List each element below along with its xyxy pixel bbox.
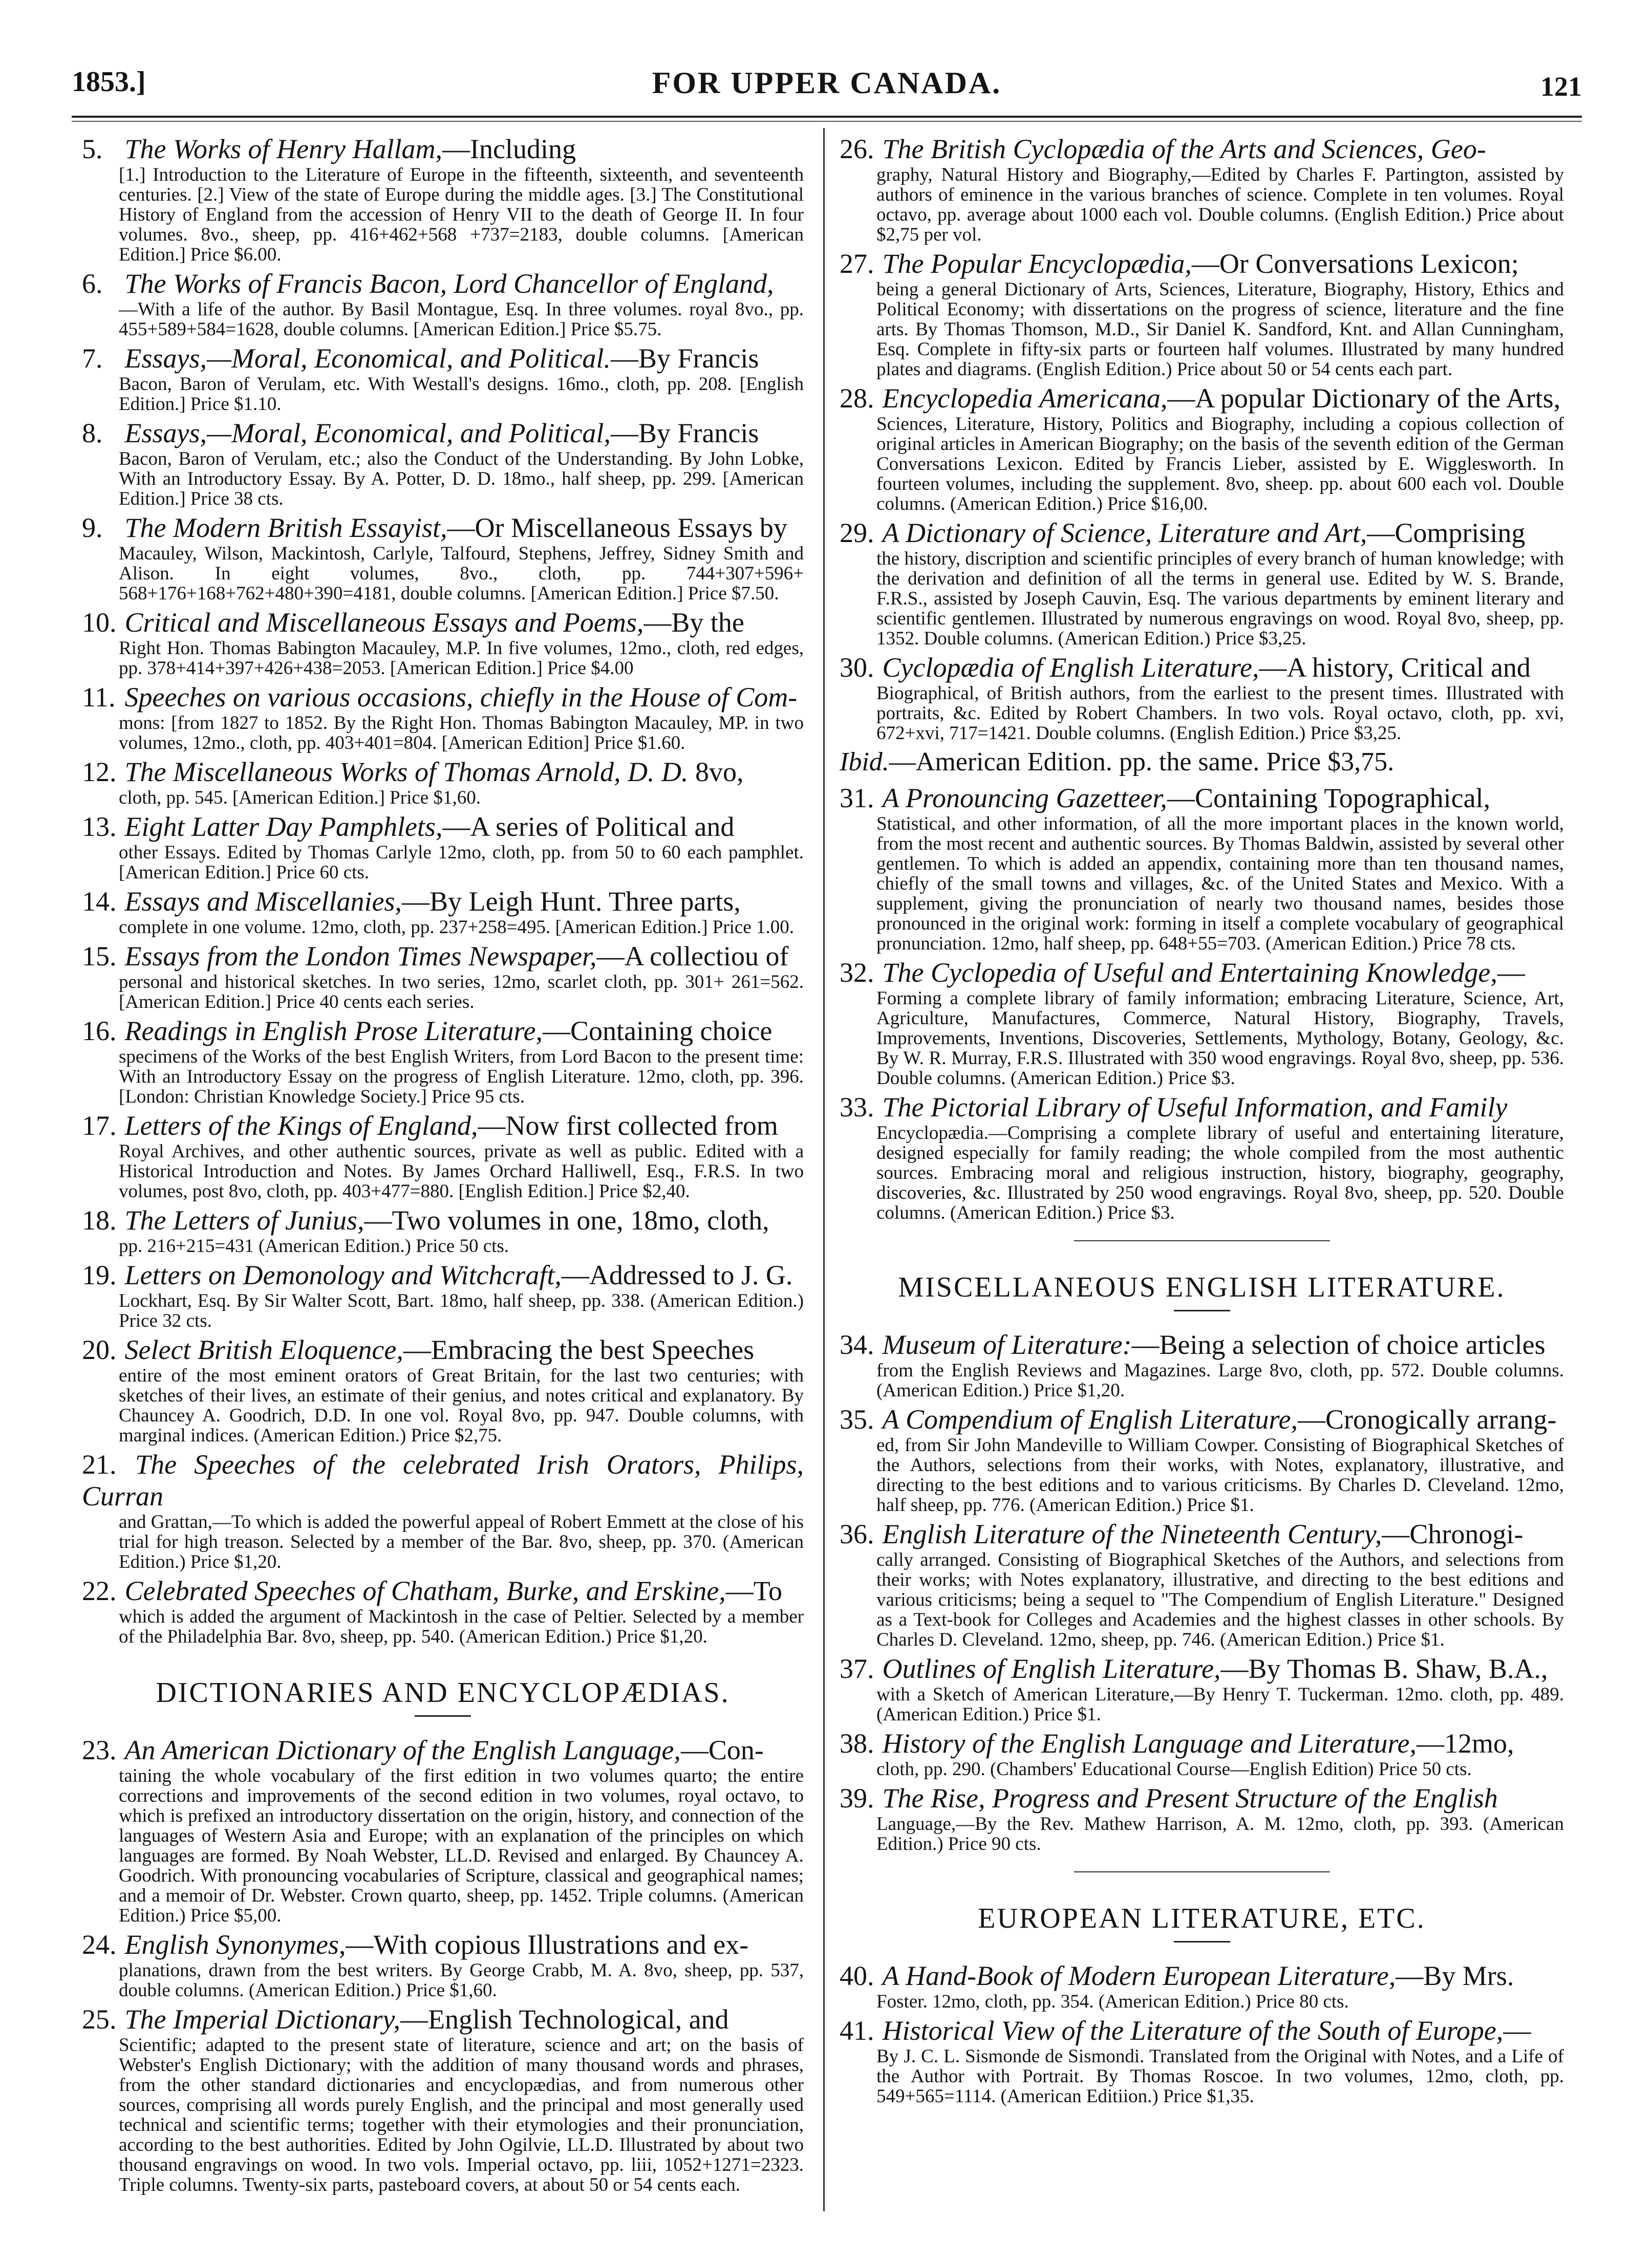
entry-body: Bacon, Baron of Verulam, etc.; also the Conduct of the Understanding. By John Lobke, With an Introductory Essay. By A. Potter, D. D. 18mo., half sheep, pp. 299. [American Edition.] Price 38 cts. [119, 448, 804, 509]
entry-body: ed, from Sir John Mandeville to William Cowper. Consisting of Biographical Sketches of the Authors, selections from their works, with Notes, explanatory, illustrative, and directing to the best editions and to various criticisms. By Charles D. Cleveland. 12mo, half sheep, pp. 776. (American Edition.) Price $1. [876, 1435, 1564, 1516]
entry-number: 25. [82, 2004, 117, 2035]
entry-number: 5. [82, 134, 103, 164]
left-column [82, 133, 804, 2198]
header-rule-thin [72, 121, 1582, 122]
entry-body: —With a life of the author. By Basil Montague, Esq. In three volumes. royal 8vo., pp. 455+589+584=1628, double columns. [American Edition.] Price $5.75. [119, 299, 804, 340]
entry-lead [840, 782, 1564, 814]
entry-number: 14. [82, 886, 117, 917]
entry-title: Essays and Miscellanies, [124, 886, 402, 917]
entry-number: 16. [82, 1016, 117, 1046]
entry-title-rest: —To [725, 1576, 782, 1606]
entry-title-rest: —By Leigh Hunt. Three parts, [401, 886, 741, 917]
entry-number: 7. [82, 343, 103, 374]
entry-lead [82, 1015, 804, 1047]
entry-title-rest: —With copious Illustrations and ex- [346, 1929, 749, 1960]
entry-title: Essays,—Moral, Economical, and Political, [124, 418, 611, 448]
entry-body: Lockhart, Esq. By Sir Walter Scott, Bart. 18mo, half sheep, pp. 338. (American Edition.) Price 32 cts. [119, 1290, 804, 1331]
entry-title: The Popular Encyclopædia, [882, 248, 1192, 279]
entry-body: cloth, pp. 545. [American Edition.] Price $1,60. [119, 787, 481, 808]
catalog-entry [840, 1653, 1564, 1724]
entry-number: 6. [82, 268, 103, 299]
section-heading-dictionaries: DICTIONARIES AND ENCYCLOPÆDIAS. [156, 1677, 730, 1709]
entry-title: Encyclopedia Americana, [882, 383, 1168, 414]
right-entries [840, 133, 1564, 743]
catalog-entry [82, 133, 804, 265]
catalog-entry [840, 1782, 1564, 1854]
entry-number: 19. [82, 1260, 117, 1290]
entry-body: taining the whole vocabulary of the first edition in two volumes quarto; the entire corrections and improvements of the second edition in two volumes, royal octavo, to which is prefixed an introductory dissertation on the origin, history, and connection of the languages of Western Asia and Europe; with an explanation of the principles on which languages are formed. By Noah Webster, LL.D. Revised and enlarged. By Chauncey A. Goodrich. With pronouncing vocabularies of Scripture, classical and geographical names; and a memoir of Dr. Webster. Crown quarto, sheep, pp. 1452. Triple columns. (American Edition.) Price $5,00. [119, 1765, 804, 1926]
catalog-entry [840, 1329, 1564, 1400]
entry-number: 22. [82, 1576, 117, 1606]
entry-lead [82, 2003, 804, 2035]
catalog-entry [82, 1929, 804, 2000]
header-page-number: 121 [1540, 71, 1582, 102]
misc-entries [840, 1329, 1564, 1854]
entry-title: Letters of the Kings of England, [124, 1110, 478, 1141]
entry-title: The Pictorial Library of Useful Information, and Family [882, 1092, 1508, 1123]
entry-number: 36. [840, 1519, 874, 1549]
entry-body: specimens of the Works of the best English Writers, from Lord Bacon to the present time: With an Introductory Essay on the progress of English Literature. 12mo, cloth, pp. 396. [London: Christian Knowledge Society.] Price 95 cts. [119, 1046, 804, 1107]
catalog-entry [82, 607, 804, 678]
catalog-entry [82, 1734, 804, 1926]
entry-title: The British Cyclopædia of the Arts and Sciences, Geo- [882, 134, 1486, 164]
entry-lead [82, 811, 804, 843]
catalog-entry [82, 1015, 804, 1107]
header-title: FOR UPPER CANADA. [652, 66, 1002, 100]
entry-body: complete in one volume. 12mo, cloth, pp. 237+258=495. [American Edition.] Price 1.00. [119, 917, 795, 938]
entry-title: A Dictionary of Science, Literature and Art, [882, 517, 1367, 548]
entry-body: [1.] Introduction to the Literature of Europe in the fifteenth, sixteenth, and seventeenth centuries. [2.] View of the state of Europe during the middle ages. [3.] The Constitutional History of England from the accession of Henry VII to the death of George II. In four volumes. 8vo., sheep, pp. 416+462+568 +737=2183, double columns. [American Edition.] Price $6.00. [119, 164, 804, 265]
entry-lead [82, 342, 804, 374]
entry-title: History of the English Language and Literature, [882, 1728, 1417, 1759]
catalog-entry [840, 652, 1564, 743]
entry-title: The Imperial Dictionary, [124, 2004, 400, 2035]
entry-title-rest: —Addressed to J. G. [561, 1260, 793, 1290]
entry-body: from the English Reviews and Magazines. Large 8vo, cloth, pp. 572. Double columns. (American Edition.) Price $1,20. [876, 1360, 1564, 1401]
entry-body: Sciences, Literature, History, Politics and Biography, including a copious collection of original articles in American Biography; on the basis of the seventh edition of the German Conversations Lexicon. Edited by Francis Lieber, assisted by E. Wigglesworth. In fourteen volumes, including the supplement. 8vo, sheep. pp. about 600 each vol. Double columns. (American Edition.) Price $16,00. [876, 414, 1564, 514]
entry-title-rest: —By Thomas B. Shaw, B.A., [1220, 1653, 1548, 1684]
entry-title-rest: 8vo, [688, 757, 744, 787]
entry-lead [82, 1334, 804, 1366]
entry-title-rest: —Chronogi- [1382, 1519, 1524, 1549]
entry-number: 40. [840, 1960, 874, 1991]
entry-number: 35. [840, 1404, 874, 1435]
entry-title: Letters on Demonology and Witchcraft, [124, 1260, 562, 1290]
catalog-entry [82, 681, 804, 753]
catalog-entry [840, 1091, 1564, 1223]
entry-lead [82, 681, 804, 713]
entry-number: 29. [840, 517, 874, 548]
entry-lead [82, 1259, 804, 1291]
entry-title: An American Dictionary of the English Language, [124, 1735, 681, 1765]
entry-lead [840, 2015, 1564, 2046]
entry-title-rest: —Being a selection of choice articles [1131, 1329, 1546, 1360]
entry-body: graphy, Natural History and Biography,—Edited by Charles F. Partington, assisted by authors of eminence in the various branches of science. Complete in ten volumes. Royal octavo, pp. average about 1000 each vol. Double columns. (English Edition.) Price about $2,75 per vol. [876, 164, 1564, 245]
entry-body: other Essays. Edited by Thomas Carlyle 12mo, cloth, pp. from 50 to 60 each pamphlet. [American Edition.] Price 60 cts. [119, 842, 804, 883]
entry-lead [82, 133, 804, 165]
entry-title-rest: —Two volumes in one, 18mo, cloth, [364, 1205, 769, 1236]
entry-title-rest: —Containing choice [542, 1016, 773, 1046]
entry-number: 13. [82, 811, 117, 842]
entry-title-rest: —Including [442, 134, 576, 164]
entry-body: Macauley, Wilson, Mackintosh, Carlyle, Talfourd, Stephens, Jeffrey, Sidney Smith and Alison. In eight volumes, 8vo., cloth, pp. 744+307+596+ 568+176+168+762+480+390=4181, double columns. [American Edition.] Price $7.50. [119, 543, 804, 604]
entry-number: 27. [840, 248, 874, 279]
entry-number: 9. [82, 512, 103, 543]
entry-title-rest: —Now first collected from [478, 1110, 778, 1141]
entry-title: Historical View of the Literature of the South of Europe, [882, 2015, 1504, 2046]
entry-number: 28. [840, 383, 874, 414]
entry-title-rest: —Or Miscellaneous Essays by [447, 512, 787, 543]
entry-body: Encyclopædia.—Comprising a complete library of useful and entertaining literature, designed especially for family reading; the whole compiled from the most authentic sources. Embracing moral and religious instruction, history, biography, geography, discoveries, &c. Illustrated by 250 wood engravings. Royal 8vo, sheep, pp. 520. Double columns. (American Edition.) Price $3. [876, 1123, 1564, 1223]
entry-number: 32. [840, 957, 874, 988]
right-entries-b [840, 782, 1564, 1223]
catalog-entry [840, 957, 1564, 1088]
entry-lead [82, 940, 804, 972]
entry-lead [82, 512, 804, 544]
entry-lead [840, 957, 1564, 988]
entry-body: Scientific; adapted to the present state of literature, science and art; on the basis of Webster's English Dictionary; with the addition of many thousand words and phrases, from the other standard dictionaries and encyclopædias, and from numerous other sources, comprising all words purely English, and the principal and most generally used technical and scientific terms; together with their etymologies and their pronunciation, according to the best authorities. Edited by John Ogilvie, LL.D. Illustrated by about two thousand engravings on wood. In two vols. Imperial octavo, pp. liii, 1052+1271=2323. Triple columns. Twenty-six parts, pasteboard covers, at about 50 or 54 cents each. [119, 2035, 804, 2195]
entry-lead [82, 1734, 804, 1766]
entry-lead [82, 417, 804, 449]
entry-number: 37. [840, 1653, 874, 1684]
entry-number: 39. [840, 1783, 874, 1814]
entry-title: The Miscellaneous Works of Thomas Arnold, D. D. [124, 757, 689, 787]
entry-title-rest: —By Francis [610, 343, 759, 374]
catalog-entry [840, 1728, 1564, 1779]
catalog-entry [82, 268, 804, 339]
catalog-entry [840, 2015, 1564, 2106]
entry-body: being a general Dictionary of Arts, Sciences, Literature, Biography, History, Ethics and Political Economy; with dissertations on the progress of science, literature and the fine arts. By Thomas Thomson, M.D., Sir Daniel K. Sandford, Knt. and Allan Cunningham, Esq. Complete in fifty-six parts or fourteen half volumes. Illustrated by many hundred plates and diagrams. (English Edition.) Price about 50 or 54 cents each part. [876, 279, 1564, 380]
entry-title: The Works of Francis Bacon, Lord Chancellor of England, [124, 268, 774, 299]
entry-title-rest: —Embracing the best Speeches [403, 1334, 755, 1365]
catalog-entry [82, 756, 804, 808]
right-column [840, 133, 1564, 2109]
entry-title: Readings in English Prose Literature, [124, 1016, 543, 1046]
entry-body: the history, discription and scientific principles of every branch of human knowledge; with the derivation and definition of all the terms in general use. Edited by W. S. Brande, F.R.S., assisted by Joseph Cauvin, Esq. The various departments by eminent literary and scientific gentlemen. Illustrated by numerous engravings on wood. Royal 8vo, sheep, pp. 1352. Double columns. (American Edition.) Price $3,25. [876, 548, 1564, 649]
entry-number: 11. [82, 682, 116, 713]
entry-body: Statistical, and other information, of all the more important places in the known world, from the most recent and authentic sources. By Thomas Baldwin, assisted by several other gentlemen. To which is added an appendix, containing more than ten thousand names, chiefly of the small towns and villages, &c. of the United States and Mexico. With a supplement, giving the pronunciation of nearly two thousand names, besides those pronounced in the original work: forming in itself a complete vocabulary of geographical pronunciation. 12mo, half sheep, pp. 648+55=703. (American Edition.) Price 78 cts. [876, 813, 1564, 954]
entry-number: 33. [840, 1092, 874, 1123]
catalog-entry [840, 248, 1564, 379]
entry-title: Outlines of English Literature, [882, 1653, 1221, 1684]
section-rule [1174, 1310, 1230, 1311]
entry-title: Select British Eloquence, [124, 1334, 403, 1365]
entry-title: The Cyclopedia of Useful and Entertaining Knowledge, [882, 957, 1497, 988]
entry-title: Essays,—Moral, Economical, and Political. [124, 343, 611, 374]
entry-title: A Pronouncing Gazetteer, [882, 783, 1167, 813]
entry-body: Language,—By the Rev. Mathew Harrison, A. M. 12mo, cloth, pp. 393. (American Edition.) Price 90 cts. [876, 1814, 1564, 1854]
entry-title: A Compendium of English Literature, [882, 1404, 1298, 1435]
entry-number: 30. [840, 652, 874, 683]
entry-title-rest: —By the [643, 607, 744, 638]
dictionary-entries [82, 1734, 804, 2195]
european-entries [840, 1960, 1564, 2106]
entry-title-rest: —A collectiou of [596, 941, 789, 972]
entry-lead [840, 652, 1564, 683]
catalog-entry [840, 1518, 1564, 1650]
entry-title-rest: —12mo, [1416, 1728, 1514, 1759]
entry-title-rest: — [1497, 957, 1525, 988]
page-header [72, 66, 1582, 112]
header-rule [72, 116, 1582, 118]
catalog-entry [82, 1575, 804, 1647]
entry-body: Bacon, Baron of Verulam, etc. With Westall's designs. 16mo., cloth, pp. 208. [English Edition.] Price $1.10. [119, 374, 804, 415]
ibid-line [840, 746, 1564, 778]
entry-body: mons: [from 1827 to 1852. By the Right Hon. Thomas Babington Macauley, MP. in two volumes, 12mo., cloth, pp. 403+401=804. [American Edition] Price $1.60. [119, 713, 804, 753]
entry-lead [82, 607, 804, 638]
entry-number: 34. [840, 1329, 874, 1360]
entry-number: 23. [82, 1735, 117, 1765]
catalog-entry [840, 1404, 1564, 1515]
catalog-entry [82, 1110, 804, 1201]
header-year: 1853.] [72, 66, 146, 98]
entry-title-rest: —English Technological, and [400, 2004, 729, 2035]
entry-lead [82, 756, 804, 788]
entry-lead [840, 1091, 1564, 1123]
entry-title: Museum of Literature: [882, 1329, 1132, 1360]
entry-title: Speeches on various occasions, chiefly in the House of Com- [124, 682, 798, 713]
entry-title-rest: —A series of Political and [442, 811, 735, 842]
section-rule [415, 1715, 471, 1717]
entry-number: 18. [82, 1205, 117, 1236]
entry-body: By J. C. L. Sismonde de Sismondi. Translated from the Original with Notes, and a Life of the Author with Portrait. By Thomas Roscoe. In two volumes, 12mo, cloth, pp. 549+565=1114. (American Editiion.) Price $1,35. [876, 2046, 1564, 2107]
entry-lead [82, 1575, 804, 1607]
left-entries [82, 133, 804, 1647]
entry-title: English Literature of the Nineteenth Century, [882, 1519, 1382, 1549]
catalog-entry [82, 886, 804, 937]
entry-title: The Works of Henry Hallam, [124, 134, 442, 164]
entry-title-rest: —By Mrs. [1396, 1960, 1514, 1991]
column-divider [823, 128, 825, 2211]
section-rule [1174, 1941, 1230, 1943]
entry-title: Cyclopædia of English Literature, [882, 652, 1259, 683]
catalog-entry [82, 1204, 804, 1256]
entry-lead [840, 133, 1564, 165]
entry-number: 41. [840, 2015, 874, 2046]
entry-body: Forming a complete library of family information; embracing Literature, Science, Art, Agriculture, Manufactures, Commerce, Natural History, Biography, Travels, Improvements, Inventions, Discoveries, Settlements, Mythology, Botany, Geology, &c. By W. R. Murray, F.R.S. Illustrated with 350 wood engravings. Royal 8vo, sheep, pp. 536. Double columns. (American Edition.) Price $3. [876, 988, 1564, 1089]
catalog-entry [82, 512, 804, 603]
entry-body: cloth, pp. 290. (Chambers' Educational Course—English Edition) Price 50 cts. [876, 1759, 1472, 1780]
catalog-entry [82, 342, 804, 414]
entry-title-rest: —Comprising [1367, 517, 1526, 548]
entry-number: 31. [840, 783, 874, 813]
entry-lead [840, 1782, 1564, 1814]
entry-lead [82, 1204, 804, 1236]
ibid-label: Ibid. [840, 747, 889, 776]
entry-title-rest: —Containing Topographical, [1167, 783, 1491, 813]
entry-lead [840, 1329, 1564, 1361]
entry-body: planations, drawn from the best writers. By George Crabb, M. A. 8vo, sheep, pp. 537, double columns. (American Edition.) Price $1,60. [119, 1960, 804, 2001]
catalog-entry [840, 382, 1564, 514]
entry-lead [82, 1110, 804, 1141]
catalog-entry [82, 811, 804, 882]
entry-title: The Letters of Junius, [124, 1205, 364, 1236]
entry-lead [82, 1929, 804, 1960]
catalog-entry [840, 1960, 1564, 2012]
entry-number: 24. [82, 1929, 117, 1960]
entry-number: 21. [82, 1449, 117, 1480]
entry-title: The Rise, Progress and Present Structure of the English [882, 1783, 1498, 1814]
catalog-entry [82, 940, 804, 1012]
entry-lead [840, 1518, 1564, 1550]
section-top-rule [1074, 1871, 1330, 1872]
entry-body: and Grattan,—To which is added the powerful appeal of Robert Emmett at the close of his trial for high treason. Selected by a member of the Bar. 8vo, sheep, pp. 370. (American Edition.) Price $1,20. [119, 1512, 804, 1572]
entry-lead [840, 248, 1564, 279]
entry-number: 10. [82, 607, 117, 638]
entry-body: Royal Archives, and other authentic sources, private as well as public. Edited with a Historical Introduction and Notes. By James Orchard Halliwell, Esq., F.R.S. In two volumes, post 8vo, cloth, pp. 403+477=880. [English Edition.] Price $2,40. [119, 1141, 804, 1202]
section-top-rule [1074, 1240, 1330, 1241]
entry-title: Critical and Miscellaneous Essays and Poems, [124, 607, 644, 638]
entry-title-rest: —Or Conversations Lexicon; [1191, 248, 1519, 279]
entry-title-rest: —A history, Critical and [1259, 652, 1531, 683]
entry-title-rest: —Con- [680, 1735, 764, 1765]
entry-title-rest: —By Francis [610, 418, 759, 448]
entry-title: Eight Latter Day Pamphlets, [124, 811, 443, 842]
section-heading-misc: MISCELLANEOUS ENGLISH LITERATURE. [898, 1271, 1506, 1303]
entry-number: 20. [82, 1334, 117, 1365]
catalog-entry [82, 417, 804, 509]
entry-title: Celebrated Speeches of Chatham, Burke, and Erskine, [124, 1576, 726, 1606]
entry-body: personal and historical sketches. In two series, 12mo, scarlet cloth, pp. 301+ 261=562. [American Edition.] Price 40 cents each series. [119, 972, 804, 1012]
entry-body: which is added the argument of Mackintosh in the case of Peltier. Selected by a member of the Philadelphia Bar. 8vo, sheep, pp. 540. (American Edition.) Price $1,20. [119, 1606, 804, 1647]
catalog-entry [82, 1334, 804, 1445]
entry-number: 17. [82, 1110, 117, 1141]
entry-lead [82, 1449, 804, 1512]
entry-body: Right Hon. Thomas Babington Macauley, M.P. In five volumes, 12mo., cloth, red edges, pp. 378+414+397+426+438=2053. [American Edition.] Price $4.00 [119, 638, 804, 679]
entry-body: Biographical, of British authors, from the earliest to the present times. Illustrated with portraits, &c. Edited by Robert Chambers. In two vols. Royal octavo, cloth, pp. xvi, 672+xvi, 717=1421. Double columns. (English Edition.) Price $3,25. [876, 683, 1564, 744]
entry-lead [82, 268, 804, 299]
ibid-text: —American Edition. pp. the same. Price $3,75. [889, 747, 1394, 776]
entry-lead [840, 1404, 1564, 1435]
entry-lead [840, 382, 1564, 414]
entry-title: The Modern British Essayist, [124, 512, 447, 543]
entry-title-rest: —A popular Dictionary of the Arts, [1167, 383, 1561, 414]
entry-number: 12. [82, 757, 117, 787]
entry-number: 8. [82, 418, 103, 448]
entry-lead [840, 1653, 1564, 1685]
entry-title-rest: — [1503, 2015, 1531, 2046]
catalog-entry [840, 517, 1564, 649]
catalog-entry [82, 2003, 804, 2195]
entry-lead [82, 886, 804, 917]
catalog-entry [82, 1449, 804, 1572]
catalog-entry [82, 1259, 804, 1331]
entry-title: A Hand-Book of Modern European Literature, [882, 1960, 1396, 1991]
catalog-entry [840, 782, 1564, 954]
entry-lead [840, 1728, 1564, 1759]
entry-body: with a Sketch of American Literature,—By Henry T. Tuckerman. 12mo. cloth, pp. 489. (American Edition.) Price $1. [876, 1684, 1564, 1725]
entry-lead [840, 1960, 1564, 1992]
entry-title: English Synonymes, [124, 1929, 346, 1960]
entry-number: 38. [840, 1728, 874, 1759]
section-heading-european: EUROPEAN LITERATURE, ETC. [978, 1903, 1426, 1934]
entry-title-rest: —Cronogically arrang- [1298, 1404, 1557, 1435]
entry-number: 15. [82, 941, 117, 972]
entry-body: entire of the most eminent orators of Great Britain, for the last two centuries; with sketches of their lives, an estimate of their genius, and notes critical and explanatory. By Chauncey A. Goodrich, D.D. In one vol. Royal 8vo, pp. 947. Double columns, with marginal indices. (American Edition.) Price $2,75. [119, 1365, 804, 1446]
entry-body: pp. 216+215=431 (American Edition.) Price 50 cts. [119, 1236, 509, 1257]
entry-number: 26. [840, 134, 874, 164]
entry-title: Essays from the London Times Newspaper, [124, 941, 597, 972]
entry-title: The Speeches of the celebrated Irish Orators, Philips, Curran [82, 1449, 804, 1512]
entry-body: Foster. 12mo, cloth, pp. 354. (American Edition.) Price 80 cts. [876, 1991, 1349, 2012]
entry-lead [840, 517, 1564, 549]
entry-body: cally arranged. Consisting of Biographical Sketches of the Authors, and selections from their works; with Notes explanatory, illustrative, and directing to the best editions and various criticisms; being a sequel to "The Compendium of English Literature." Designed as a Text-book for Colleges and Academies and the highest classes in other schools. By Charles D. Cleveland. 12mo, sheep, pp. 746. (American Edition.) Price $1. [876, 1549, 1564, 1650]
catalog-entry [840, 133, 1564, 245]
